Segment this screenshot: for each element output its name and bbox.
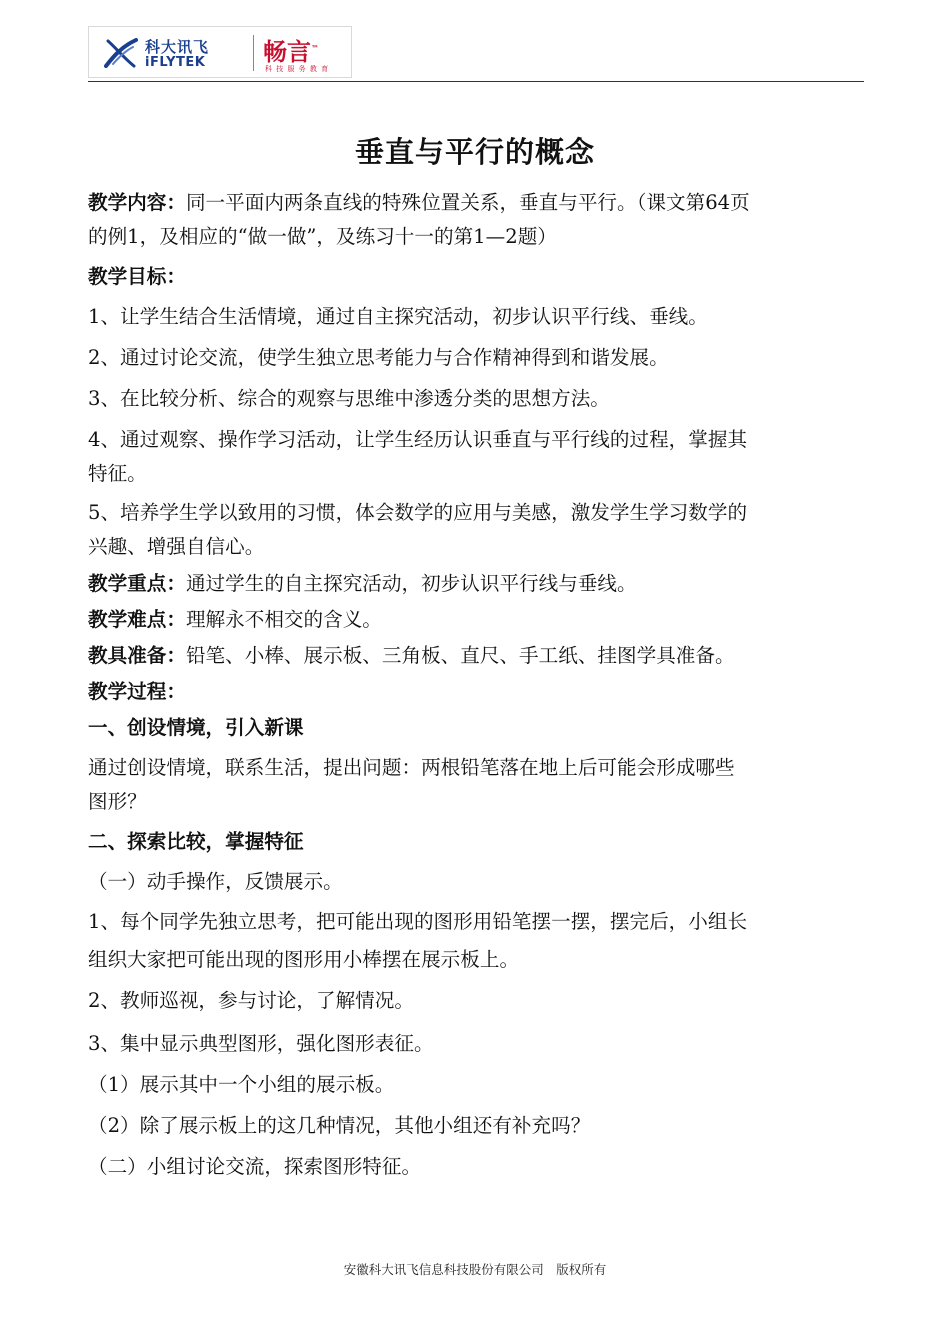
key-point-text: 通过学生的自主探究活动，初步认识平行线与垂线。 [185,572,637,595]
teach-content-continued: 的例1，及相应的“做一做”，及练习十一的第1—2题） [88,225,557,248]
goal-item: 5、培养学生学以致用的习惯，体会数学的应用与美感，激发学生学习数学的 [88,501,748,524]
difficulty-label: 教学难点： [88,608,186,631]
subsection-heading: （一）动手操作，反馈展示。 [88,870,343,893]
page-footer: 安徽科大讯飞信息科技股份有限公司 版权所有 [343,1262,607,1277]
logo-divider [253,35,254,71]
materials-paragraph [88,639,864,673]
difficulty-text: 理解永不相交的含义。 [185,608,382,631]
process-label: 教学过程： [88,680,186,703]
goal-item-continued: 特征。 [88,462,147,485]
subsection-heading: （二）小组讨论交流，探索图形特征。 [88,1155,422,1178]
teach-content-label: 教学内容： [88,191,186,214]
goal-item: 3、在比较分析、综合的观察与思维中渗透分类的思想方法。 [88,387,610,410]
logo-en-text: iFLYTEK [145,55,206,70]
step-item: 2、教师巡视，参与讨论，了解情况。 [88,989,414,1012]
logo-cn-text: 科大讯飞 [145,38,210,56]
goals-label: 教学目标： [88,265,186,288]
teach-content-text: 同一平面内两条直线的特殊位置关系，垂直与平行。（课文第64页 [185,191,750,214]
document-body [88,186,864,1184]
teach-content-paragraph [88,186,864,220]
page-title: 垂直与平行的概念 [354,135,595,169]
goal-item: 4、通过观察、操作学习活动，让学生经历认识垂直与平行线的过程，掌握其 [88,428,748,451]
header-divider [88,81,864,82]
brand-tagline: 科 技 服 务 教 育 [265,65,330,73]
brand-trademark: ™ [311,44,319,53]
goal-item: 1、让学生结合生活情境，通过自主探究活动，初步认识平行线、垂线。 [88,305,708,328]
page-header [88,26,864,84]
brand-name [263,32,319,67]
section-heading: 二、探索比较，掌握特征 [88,830,304,853]
section-paragraph-continued: 图形？ [88,790,147,813]
step-subitem: （1）展示其中一个小组的展示板。 [88,1073,395,1096]
section-paragraph: 通过创设情境，联系生活，提出问题：两根铅笔落在地上后可能会形成哪些 [88,756,735,779]
brand-text: 畅言 [263,38,311,66]
section-heading: 一、创设情境，引入新课 [88,716,304,739]
goal-item: 2、通过讨论交流，使学生独立思考能力与合作精神得到和谐发展。 [88,346,669,369]
step-item: 1、每个同学先独立思考，把可能出现的图形用铅笔摆一摆，摆完后，小组长 [88,910,748,933]
difficulty-paragraph [88,603,864,637]
step-item: 3、集中显示典型图形，强化图形表征。 [88,1032,434,1055]
iflytek-logo-icon [103,37,139,69]
step-subitem: （2）除了展示板上的这几种情况，其他小组还有补充吗？ [88,1114,591,1137]
logo-box [88,26,352,78]
materials-label: 教具准备： [88,644,186,667]
step-item-continued: 组织大家把可能出现的图形用小棒摆在展示板上。 [88,948,520,971]
key-point-label: 教学重点： [88,572,186,595]
materials-text: 铅笔、小棒、展示板、三角板、直尺、手工纸、挂图学具准备。 [185,644,735,667]
goal-item-continued: 兴趣、增强自信心。 [88,535,265,558]
key-point-paragraph [88,567,864,601]
